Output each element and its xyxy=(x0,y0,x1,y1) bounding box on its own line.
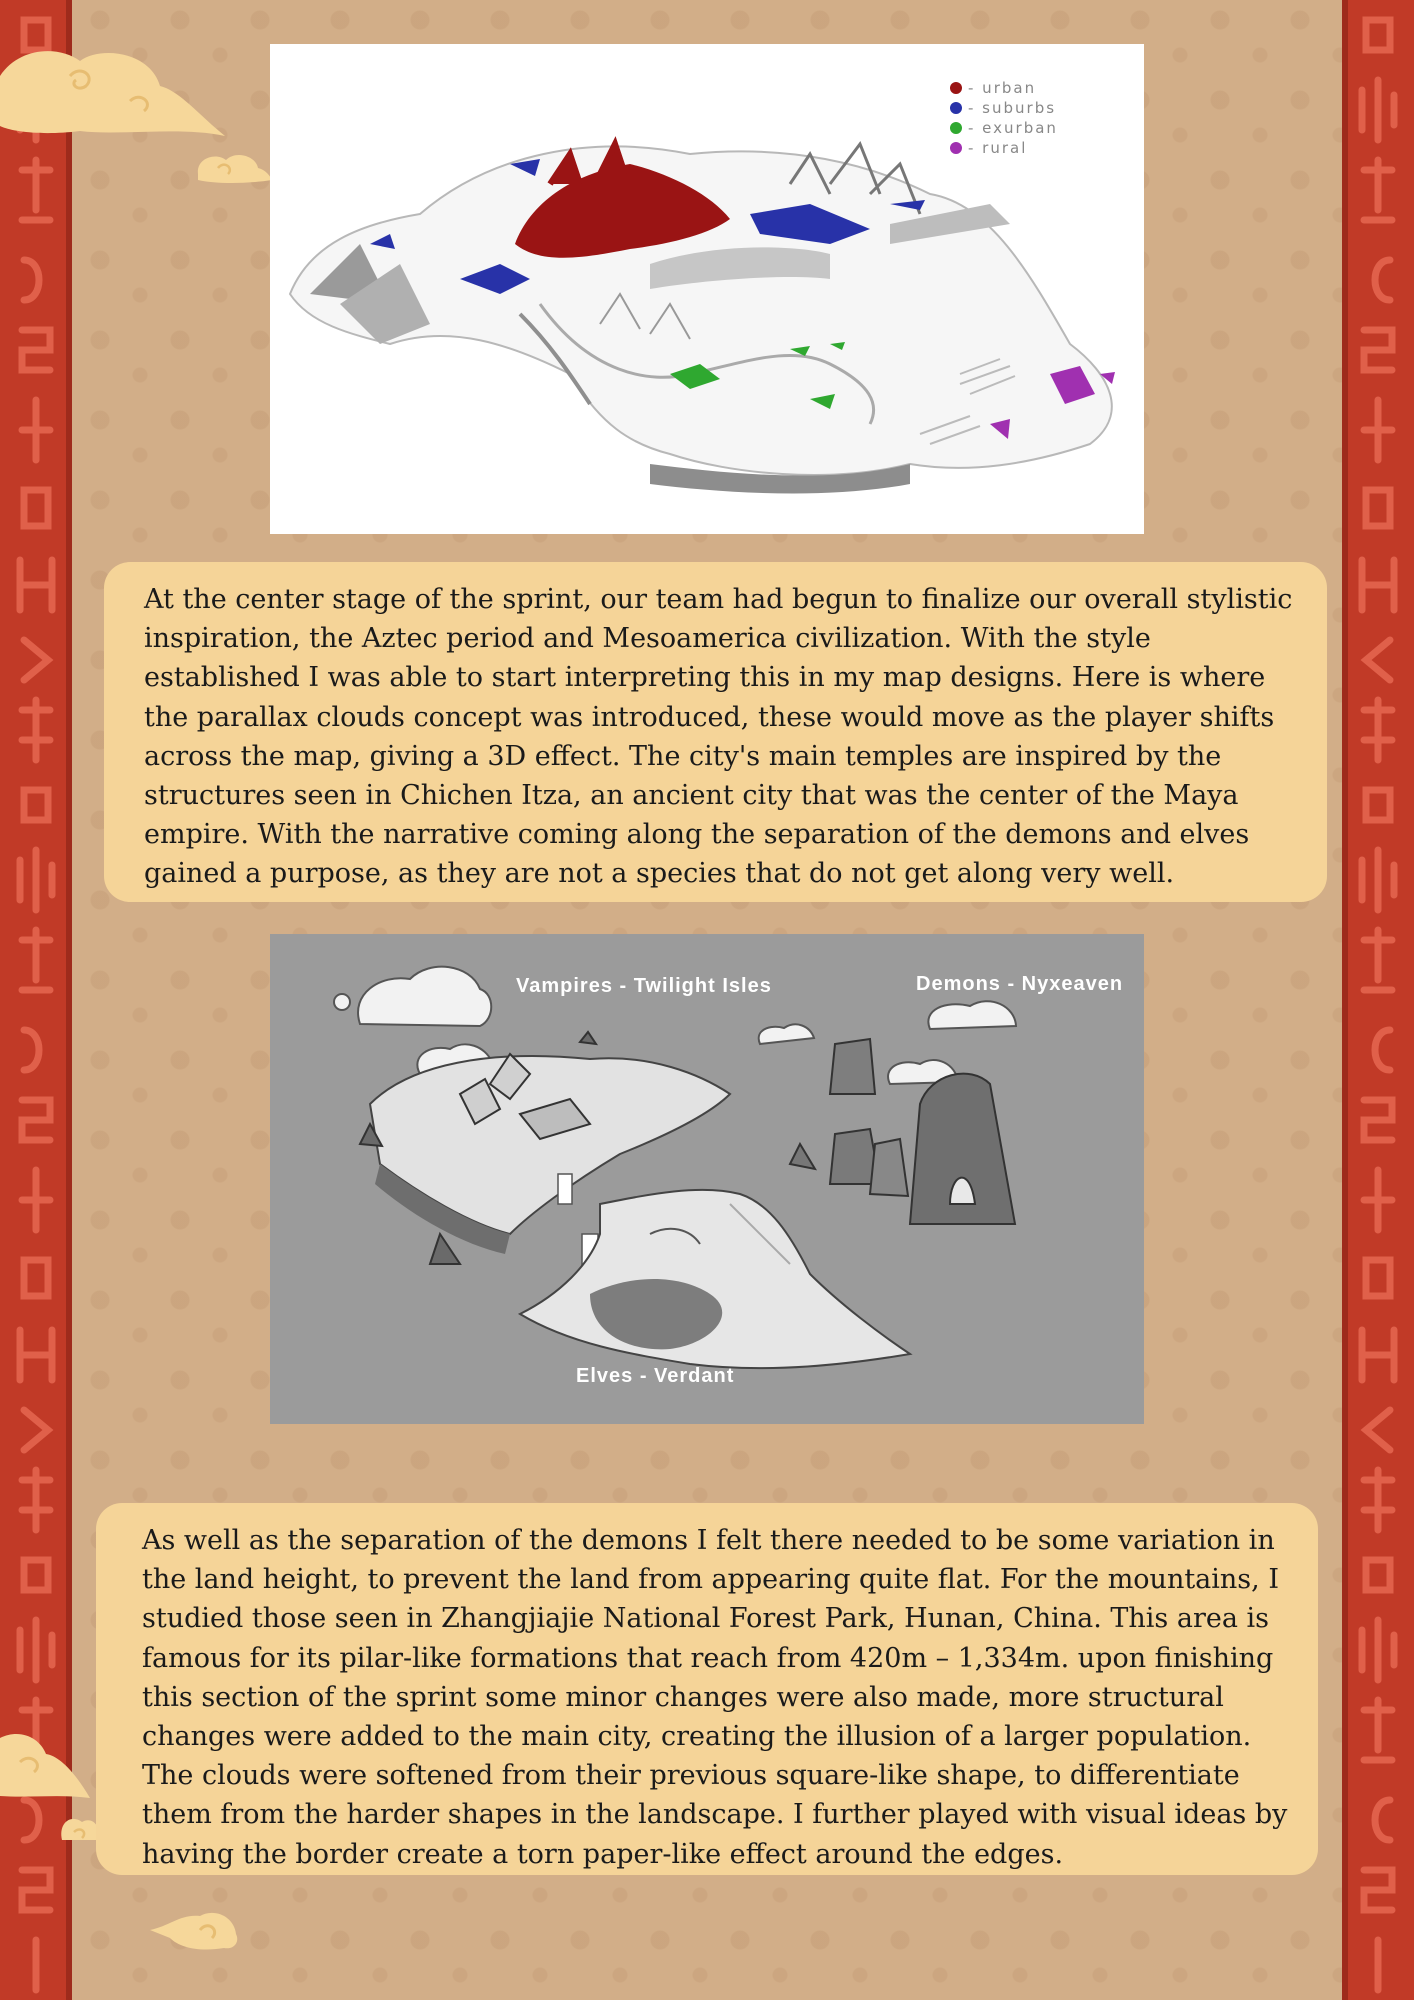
map-label-elves: Elves - Verdant xyxy=(576,1365,735,1387)
cloud-decoration-top-left xyxy=(0,46,230,146)
left-border-glyph-pattern xyxy=(14,0,58,2000)
faction-map-illustration xyxy=(270,934,1144,1424)
legend-rural-label: - rural xyxy=(968,139,1028,157)
left-border xyxy=(0,0,72,2000)
paragraph-box-1 xyxy=(104,562,1327,902)
legend-exurban-label: - exurban xyxy=(968,119,1058,137)
left-border-stripe xyxy=(66,0,72,2000)
map-label-demons: Demons - Nyxeaven xyxy=(916,973,1124,995)
map-label-vampires: Vampires - Twilight Isles xyxy=(516,975,772,997)
right-border xyxy=(1342,0,1414,2000)
faction-map-sketch xyxy=(270,934,1144,1424)
right-border-stripe xyxy=(1342,0,1348,2000)
paragraph-box-2 xyxy=(96,1503,1318,1875)
paragraph-1-text: At the center stage of the sprint, our team had begun to finalize our overall stylistic inspiration, the Aztec period and Mesoamerica civilization. With the style established I was able to start interpreting this in my map designs. Here is where the parallax clouds concept was introduced, these would move as the player shifts across the map, giving a 3D effect. The city's main temples are inspired by the structures seen in Chichen Itza, an ancient city that was the center of the Maya empire. With the narrative coming along the separation of the demons and elves gained a purpose, as they are not a species that do not get along very well. xyxy=(144,584,1293,890)
cloud-decoration-small-top xyxy=(196,150,272,186)
right-border-glyph-pattern xyxy=(1356,0,1400,2000)
zoning-map-illustration xyxy=(270,44,1144,534)
cloud-decoration-bottom xyxy=(150,1908,240,1954)
cloud-decoration-left-middle xyxy=(0,1728,92,1804)
legend-urban-label: - urban xyxy=(968,79,1037,97)
legend-suburbs-label: - suburbs xyxy=(968,99,1057,117)
paragraph-2-text: As well as the separation of the demons I felt there needed to be some variation in the land height, to prevent the land from appearing quite flat. For the mountains, I studied those seen in Zhangjiajie National Forest Park, Hunan, China. This area is famous for its pilar-like formations that reach from 420m – 1,334m. upon finishing this section of the sprint some minor changes were also made, more structural changes were added to the main city, creating the illusion of a larger population. The clouds were softened from their previous square-like shape, to differentiate them from the harder shapes in the landscape. I further played with visual ideas by having the border create a torn paper-like effect around the edges. xyxy=(142,1525,1288,1870)
zoning-map-sketch xyxy=(270,44,1144,534)
